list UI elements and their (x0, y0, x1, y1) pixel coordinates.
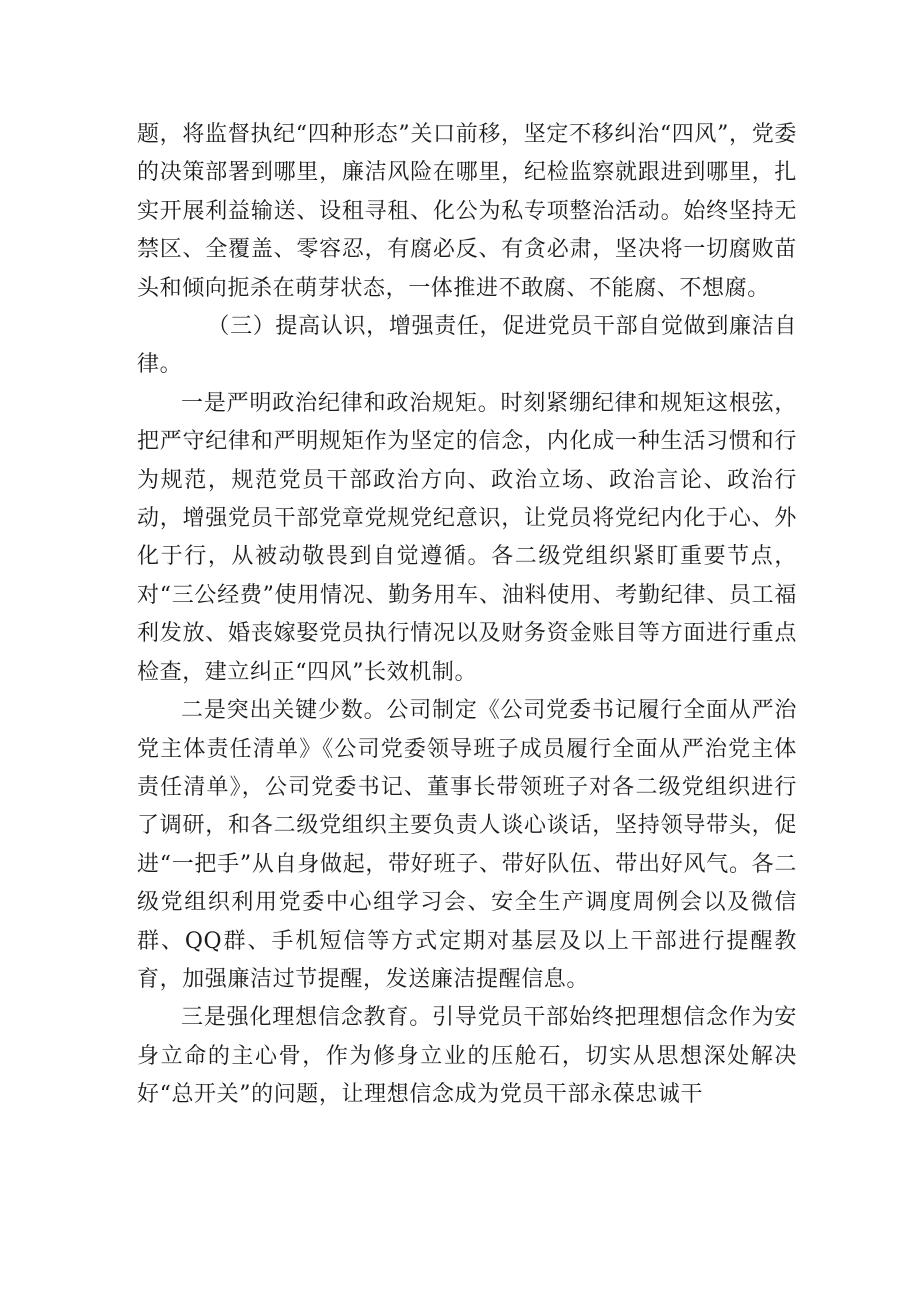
paragraph-ideals-education: 三是强化理想信念教育。引导党员干部始终把理想信念作为安身立命的主心骨，作为修身立业的压舱石，切实从思想深处解决好“总开关”的问题，让理想信念成为党员干部永葆忠诚干 (137, 1005, 797, 1108)
paragraph-supervision-continuation: 题，将监督执纪“四种形态”关口前移，坚定不移纠治“四风”，党委的决策部署到哪里，廉洁风险在哪里，纪检监察就跟进到哪里，扎实开展利益输送、设租寻租、化公为私专项整治活动。始终坚持无禁区、全覆盖、零容忍，有腐必反、有贪必肃，坚决将一切腐败苗头和倾向扼杀在萌芽状态，一体推进不敢腐、不能腐、不想腐。 (137, 122, 797, 301)
section-heading-three: （三）提高认识，增强责任，促进党员干部自觉做到廉洁自律。 (137, 314, 797, 378)
paragraph-political-discipline: 一是严明政治纪律和政治规矩。时刻紧绷纪律和规矩这根弦，把严守纪律和严明规矩作为坚定的信念，内化成一种生活习惯和行为规范，规范党员干部政治方向、政治立场、政治言论、政治行动，增强党员干部党章党规党纪意识，让党员将党纪内化于心、外化于行，从被动敬畏到自觉遵循。各二级党组织紧盯重要节点，对“三公经费”使用情况、勤务用车、油料使用、考勤纪律、员工福利发放、婚丧嫁娶党员执行情况以及财务资金账目等方面进行重点检查，建立纠正“四风”长效机制。 (137, 390, 797, 685)
paragraph-key-minority: 二是突出关键少数。公司制定《公司党委书记履行全面从严治党主体责任清单》《公司党委领导班子成员履行全面从严治党主体责任清单》，公司党委书记、董事长带领班子对各二级党组织进行了调研，和各二级党组织主要负责人谈心谈话，坚持领导带头，促进“一把手”从自身做起，带好班子、带好队伍、带出好风气。各二级党组织利用党委中心组学习会、安全生产调度周例会以及微信群、QQ群、手机短信等方式定期对基层及以上干部进行提醒教育，加强廉洁过节提醒，发送廉洁提醒信息。 (137, 698, 797, 992)
document-body (137, 116, 797, 1115)
